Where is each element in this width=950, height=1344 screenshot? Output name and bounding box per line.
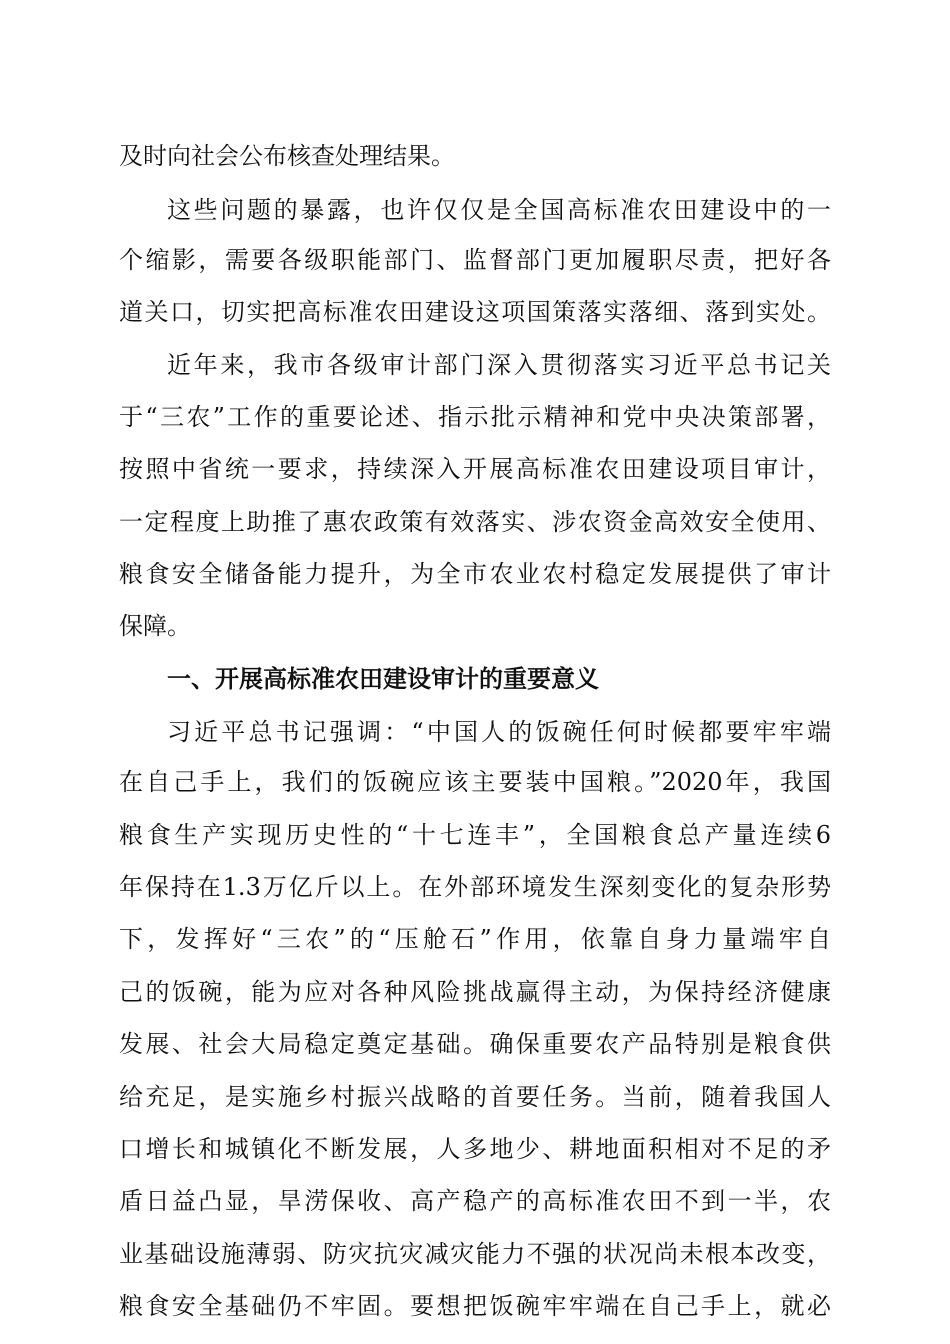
text-line: 于“三农”工作的重要论述、指示批示精神和党中央决策部署，	[119, 403, 831, 431]
text-line: 口增长和城镇化不断发展，人多地少、耕地面积相对不足的矛	[119, 1135, 831, 1163]
text-line: 一定程度上助推了惠农政策有效落实、涉农资金高效安全使用、	[119, 508, 831, 536]
text-line: 粮食生产实现历史性的“十七连丰”，全国粮食总产量连续6	[119, 821, 831, 849]
text-line: 盾日益凸显，旱涝保收、高产稳产的高标准农田不到一半，农	[119, 1187, 831, 1215]
section-heading: 一、开展高标准农田建设审计的重要意义	[167, 665, 599, 693]
text-line: 下，发挥好“三农”的“压舱石”作用，依靠自身力量端牢自	[119, 925, 831, 953]
text-line: 给充足，是实施乡村振兴战略的首要任务。当前，随着我国人	[119, 1083, 831, 1111]
text-line: 己的饭碗，能为应对各种风险挑战赢得主动，为保持经济健康	[119, 978, 831, 1006]
text-line: 及时向社会公布核查处理结果。	[119, 142, 455, 170]
text-line: 个缩影，需要各级职能部门、监督部门更加履职尽责，把好各	[119, 246, 831, 274]
text-line: 按照中省统一要求，持续深入开展高标准农田建设项目审计，	[119, 455, 831, 483]
text-line: 在自己手上，我们的饭碗应该主要装中国粮。”2020年，我国	[119, 768, 831, 796]
text-line: 习近平总书记强调：“中国人的饭碗任何时候都要牢牢端	[167, 718, 831, 746]
text-line: 保障。	[119, 612, 191, 640]
text-line: 这些问题的暴露，也许仅仅是全国高标准农田建设中的一	[167, 196, 831, 224]
text-line: 近年来，我市各级审计部门深入贯彻落实习近平总书记关	[167, 351, 831, 379]
text-line: 年保持在1.3万亿斤以上。在外部环境发生深刻变化的复杂形势	[119, 873, 831, 901]
text-line: 粮食安全储备能力提升，为全市农业农村稳定发展提供了审计	[119, 560, 831, 588]
text-line: 发展、社会大局稳定奠定基础。确保重要农产品特别是粮食供	[119, 1030, 831, 1058]
text-line: 粮食安全基础仍不牢固。要想把饭碗牢牢端在自己手上，就必	[119, 1292, 831, 1320]
text-line: 道关口，切实把高标准农田建设这项国策落实落细、落到实处。	[119, 298, 831, 326]
text-line: 业基础设施薄弱、防灾抗灾减灾能力不强的状况尚未根本改变，	[119, 1240, 831, 1268]
